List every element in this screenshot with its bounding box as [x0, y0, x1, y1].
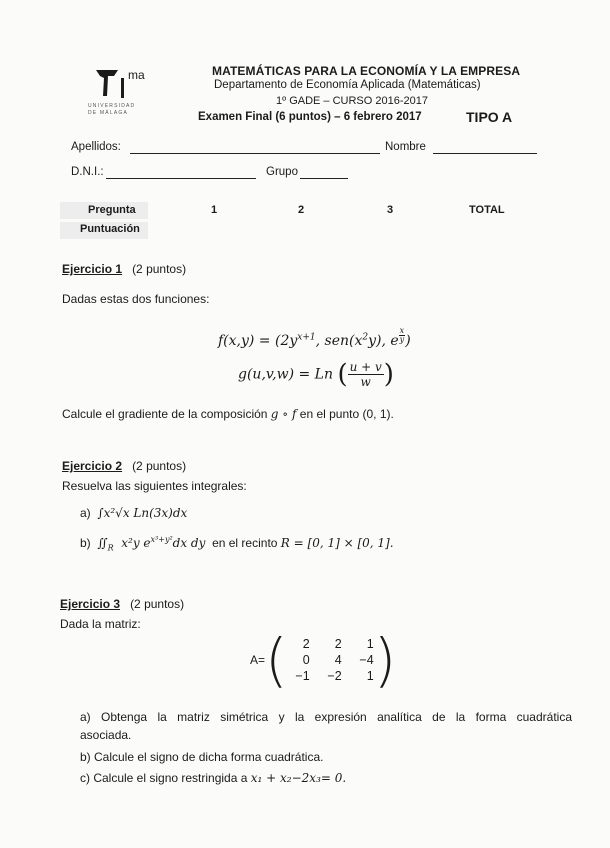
exercise-3-points: (2 puntos) — [130, 597, 185, 611]
exercise-3-part-b: b) Calcule el signo de dicha forma cuadrática. — [80, 750, 324, 764]
question-3-header: 3 — [387, 204, 394, 216]
exercise-1-intro: Dadas estas dos funciones: — [62, 292, 210, 306]
matrix-cell: −4 — [359, 653, 374, 667]
exercise-1-heading — [62, 262, 186, 276]
exercise-2-intro: Resuelva las siguientes integrales: — [62, 479, 247, 493]
matrix-cell: 2 — [334, 637, 342, 651]
matrix-label: A= — [250, 653, 266, 667]
exercise-2-title: Ejercicio 2 — [62, 459, 123, 473]
exercise-2-heading — [62, 459, 186, 473]
apellidos-label: Apellidos: — [71, 141, 121, 153]
course-year: 1º GADE – CURSO 2016-2017 — [276, 95, 428, 107]
exam-info: Examen Final (6 puntos) – 6 febrero 2017 — [198, 111, 422, 123]
university-logo — [88, 60, 166, 122]
exercise-3-title: Ejercicio 3 — [60, 597, 121, 611]
exponent-fraction: $\frac{x}{y}$ — [399, 326, 405, 344]
department: Departamento de Economía Aplicada (Matemáticas) — [214, 79, 481, 91]
question-2-header: 2 — [298, 204, 305, 216]
matrix-cell: 0 — [302, 653, 310, 667]
question-1-header: 1 — [211, 204, 218, 216]
exercise-3-part-c: c) Calcule el signo restringida a x₁ + x₂−2x₃= 0. — [80, 771, 347, 785]
logo-mark: ma — [128, 68, 145, 82]
matrix-cell: 4 — [334, 653, 342, 667]
exercise-3-intro: Dada la matriz: — [60, 617, 141, 631]
matrix-cell: −1 — [295, 669, 310, 683]
function-f: $f(x,y) = (2y^{x+1}$, $sen(x^2y)$, e $\frac{x}{y}$ ) — [218, 326, 411, 349]
grupo-field[interactable] — [300, 178, 348, 179]
matrix-cell: 1 — [366, 669, 374, 683]
exercise-1-question: Calcule el gradiente de la composición g ∘ f en el punto (0, 1). — [62, 407, 394, 421]
exam-type: TIPO A — [466, 109, 513, 125]
exercise-3-heading — [60, 597, 184, 611]
matrix-grid — [288, 637, 374, 683]
integral-b: b) $∬_R$ x²y $e^{x^3+y^2}dx$ dy en el recinto R = [0, 1] × [0, 1]. — [80, 535, 394, 553]
matrix-a: A= ( 2 2 1 0 4 −4 −1 −2 1 ) — [250, 626, 397, 694]
pregunta-header: Pregunta — [88, 204, 136, 216]
grupo-label: Grupo — [266, 166, 298, 178]
g-fraction: $\frac{u + v}{w}$ — [349, 360, 382, 389]
function-g: g(u,v,w) = Ln ( $\frac{u + v}{w}$ ) — [238, 359, 394, 390]
score-table — [60, 204, 540, 242]
dni-label: D.N.I.: — [71, 166, 104, 178]
matrix-cell: 1 — [366, 637, 374, 651]
exercise-3-part-a-line1: a) Obtenga la matriz simétrica y la expresión analítica de la forma cuadrática — [80, 710, 572, 724]
exercise-1-title: Ejercicio 1 — [62, 262, 123, 276]
logo-university-text: UNIVERSIDAD DE MÁLAGA — [88, 103, 136, 116]
exercise-1-points: (2 puntos) — [132, 262, 187, 276]
score-table-header-row — [60, 204, 540, 223]
nombre-label: Nombre — [385, 141, 426, 153]
course-title: MATEMÁTICAS PARA LA ECONOMÍA Y LA EMPRESA — [212, 64, 521, 78]
apellidos-field[interactable] — [130, 153, 380, 154]
exercise-3-part-a-line2: asociada. — [80, 728, 132, 742]
score-table-points-row — [60, 223, 540, 242]
total-header: TOTAL — [469, 204, 505, 216]
puntuacion-label: Puntuación — [80, 223, 140, 235]
dni-field[interactable] — [106, 178, 256, 179]
matrix-cell: 2 — [302, 637, 310, 651]
nombre-field[interactable] — [433, 153, 537, 154]
exercise-2-points: (2 puntos) — [132, 459, 187, 473]
integral-a: a) ∫x²√x Ln(3x)dx — [80, 506, 188, 520]
matrix-cell: −2 — [327, 669, 342, 683]
